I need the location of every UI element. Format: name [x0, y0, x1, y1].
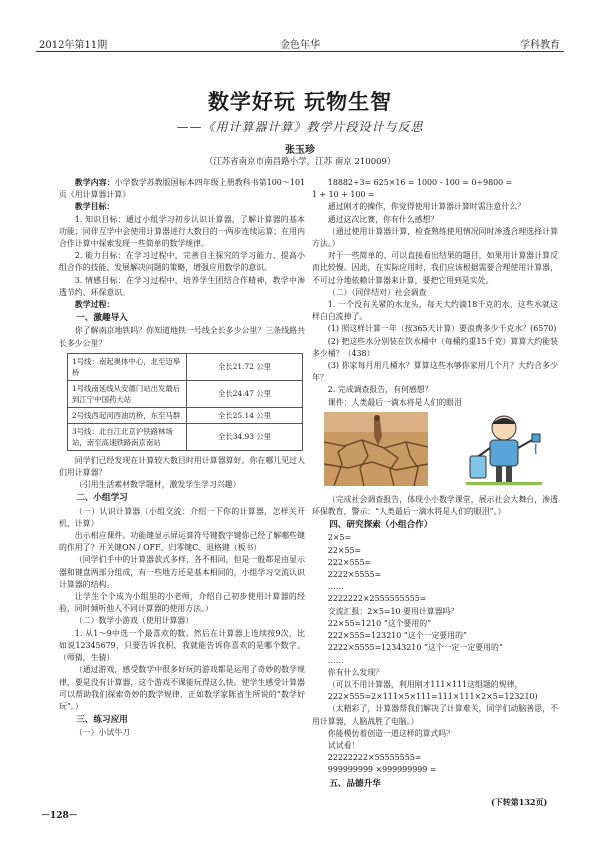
- equation: 2222222×2555555555=: [327, 594, 427, 604]
- question-6: 试试看！: [327, 740, 360, 750]
- question-5: 你能模仿着创造一道这样的算式吗？: [327, 728, 455, 738]
- section-3-sub: （一）小试牛刀: [74, 728, 131, 738]
- section-2-heading: 二、小组学习: [76, 493, 128, 504]
- continued-note: (下转第132页): [491, 797, 548, 807]
- goal-3: 3. 情感目标：在学习过程中，培养学生团结合作精神，教学中渗透节约、环保意识。: [59, 275, 305, 297]
- note-1: （通过使用计算器计算，检查熟练使用情况同时渗透合理选择计算方法。）: [312, 226, 558, 249]
- page-header: [0, 0, 600, 52]
- equation: 2×5=: [327, 533, 352, 543]
- section-2-para-2: （同学们手中的计算器款式多样，各不相同，但是一般都是由显示器和键盘两部分组成，有一些地方还是基本相同的，小组学习交流认识计算器的结构。: [59, 555, 305, 589]
- section-2-sub-1: （一）认识计算器（小组交流：介绍一下你的计算器，怎样关开机、计算）: [59, 506, 305, 528]
- table-row: [68, 423, 303, 450]
- goal-2: 2. 能力目标：在学习过程中，完善自主探究的学习能力、提高小组合作的技能、发展解决问题的策略，增强应用数学的意识。: [59, 251, 305, 273]
- route-name: 3号线：北自江北京沪铁路林场站，南至高速铁路南京南站: [68, 423, 187, 450]
- article-subtitle: ——《用计算器计算》教学片段设计与反思: [176, 120, 424, 134]
- process-heading: 教学过程：: [74, 300, 115, 310]
- equation: 222×555=123210 “这个一定要用的”: [327, 631, 468, 641]
- table-row: [68, 353, 303, 380]
- equation: 2222×5555=12343210 “这个一定一定要用的”: [327, 643, 503, 653]
- left-column: [59, 177, 305, 740]
- paragraph-8: （可以不用计算器，利用刚才111×111这组题的规律，: [327, 679, 523, 689]
- route-length: 全长34.93 公里: [187, 423, 303, 450]
- teaching-content: 教学内容：小学数学苏教版国标本四年级上册教科书第100～101页《用计算器计算》: [59, 178, 305, 200]
- paragraph-4: (2) 把这些水分别装在饮水桶中（每桶约重15千克）算算大约能装多少桶？（438）: [312, 336, 558, 358]
- table-row: [68, 380, 303, 407]
- equation: 22222222×55555555=: [327, 753, 422, 763]
- section-2-para-4: 1. 从1～9中选一个最喜欢的数。然后在计算器上连续按9次，比如说12345679，只要告诉我积，我就能告诉你喜欢的是哪个数字。（师猜，生猜）: [59, 628, 305, 663]
- equation: 2222×5555=: [327, 570, 382, 580]
- section-2-sub-2: （二）数学小游戏（使用计算器）: [74, 616, 194, 626]
- section-2-para-1: 出示相应课件。功能键显示屏运算符号键数字键你已经了解哪些键的作用了？开关键ON / OFF、归零键C、退格键（板书）: [59, 531, 305, 553]
- section-name: 学科教育: [520, 40, 560, 51]
- equation: 999999999 ×999999999 =: [327, 765, 437, 775]
- section-1-heading: 一、激趣导入: [76, 313, 128, 324]
- equation: 222×555=: [327, 557, 372, 567]
- section-5-heading: 五、品德升华: [329, 778, 381, 789]
- section-3-heading: 三、练习应用: [76, 715, 128, 726]
- question-4: 你有什么发现？: [327, 667, 384, 677]
- issue-label: 2012年第11期: [39, 40, 108, 51]
- paragraph-2: 1. 一个没有关紧的水龙头，每天大约滴18千克的水，这些水就这样白白流掉了。: [312, 300, 558, 322]
- equation: 22×55=1210 “这个要用的”: [327, 618, 432, 628]
- question-1: 通过刚才的操作，你觉得使用计算器计算时需注意什么？: [327, 202, 526, 212]
- paragraph-5: (3) 你家每月用几桶水？算算这些水够你家用几个月？大约合多少年？: [312, 361, 558, 383]
- route-length: 全长21.72 公里: [187, 353, 303, 380]
- section-2-para-5: （通过游戏，感受数学中很多好玩的游戏都是运用了奇妙的数学规律，要是没有计算器，这个游戏不课能玩得这么快。使学生感受计算器可以帮助我们探索奇妙的数学规律，正如数学家陈省生所说的“数学好玩”。）: [59, 665, 305, 711]
- question-2: 通过这次比赛，你有什么感想？: [327, 214, 439, 224]
- calc-line-2: 1 + 10 + 100 =: [312, 190, 375, 200]
- route-length: 全长24.47 公里: [187, 380, 303, 407]
- paragraph-9: （太精彩了，计算器帮我们解决了计算难关，同学们动脑善思，不用计算器，人脑战胜了电脑。）: [312, 704, 558, 726]
- route-name: 1号线南延线从安德门站出发最后到江宁中国药大站: [68, 380, 187, 407]
- illustrations: [312, 412, 558, 490]
- section-2-para-3: 让学生个个成为小组里的小老师，介绍自己初步使用计算器的经验，同时倾听他人不同计算器的使用方法。）: [59, 592, 305, 614]
- paragraph-3: (1) 照这样计算一年（按365天计算）要浪费多少千克水？(6570): [327, 324, 557, 334]
- route-name: 2号线西起河西油坊桥，东至马群: [68, 407, 187, 423]
- equation: 222×555=2×111×5×111=111×111×2×5=123210): [327, 692, 538, 702]
- equation: 22×55=: [327, 545, 362, 555]
- paragraph-6: 2. 完成调查报告，有何感想？: [327, 385, 433, 395]
- right-column: [312, 177, 558, 791]
- route-length: 全长25.14 公里: [187, 407, 303, 423]
- section-1-after: 同学们已经发现在计算较大数目时用计算器算好。你在哪儿见过人们用计算器？: [59, 455, 305, 478]
- child-water-cartoon-icon: [462, 412, 546, 488]
- author-affiliation: （江苏省南京市南昌路小学，江苏 南京 210009）: [204, 157, 396, 167]
- cracked-earth-photo-icon: [324, 412, 428, 486]
- table-row: [68, 407, 303, 423]
- section-4-heading: 四、研究探索（小组合作）: [329, 520, 433, 531]
- header-rule: [36, 51, 564, 52]
- goals-heading: 教学目标：: [74, 202, 115, 212]
- ellipsis: ……: [327, 655, 344, 665]
- route-name: 1号线：南起奥体中心，北至迈皋桥: [68, 353, 187, 380]
- goal-1: 1. 知识目标：通过小组学习初步认识计算器，了解计算器的基本功能；同伴互学中会使用计算器进行大数目的一两步连续运算；在用内合作计算中探索发现一些简单的数学规律。: [59, 214, 305, 249]
- paragraph-1: 对于一些简单的、可以直接看出结果的题目，如果用计算器计算反而比较慢。因此，在实际应用时，我们应该根据需要合理使用计算器，不可过分地依赖计算器来计算，要把它用到是实处。: [312, 251, 558, 285]
- subsection-2: （二）（同伴结对）社会调查: [327, 287, 427, 297]
- journal-name: 金色年华: [280, 40, 320, 51]
- calc-line-1: 18882÷3= 625×16 = 1000 - 100 = 0÷9800 =: [327, 178, 513, 187]
- article-title: 数学好玩 玩物生智: [207, 90, 393, 114]
- section-1-note: （引用生活素材数学题材，激发学生学习兴趣）: [74, 480, 241, 490]
- paragraph-7: 课件：人类最后一滴水将是人们的眼泪: [327, 397, 462, 407]
- section-1-text: 你了解南京地铁吗？你知道地铁一号线全长多少公里？三条线路共长多少公里？: [59, 326, 305, 348]
- ellipsis: ……: [327, 582, 344, 592]
- metro-routes-table: [67, 353, 303, 451]
- author-name: 张玉珍: [285, 145, 315, 156]
- question-3: 交流汇报：2×5=10 要用计算器吗？: [327, 606, 459, 616]
- page-number: －128－: [41, 811, 78, 821]
- note-2: （完成社会调查报告，体现小小数学课堂，展示社会大舞台，渗透环保教育，警示：“人类最后一滴水将是人们的眼泪”。）: [312, 494, 558, 517]
